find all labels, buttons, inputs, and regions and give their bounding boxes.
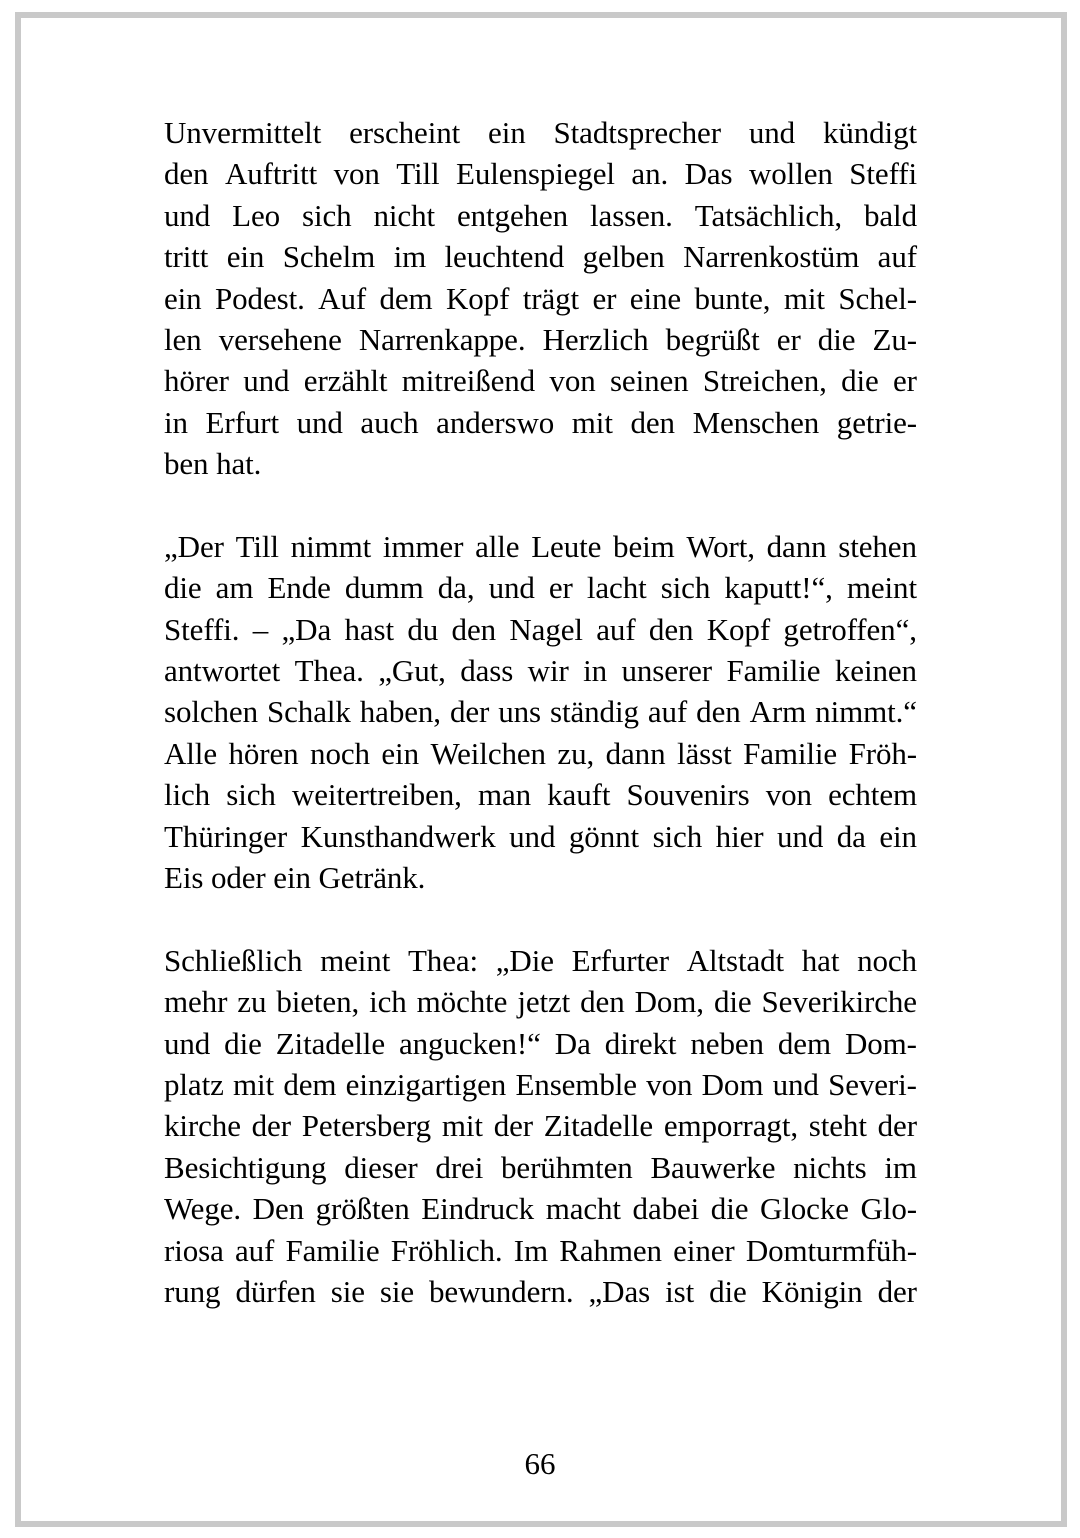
text-line: Wege. Den größten Eindruck macht dabei die Glocke Glo-	[164, 1191, 917, 1227]
text-line: lich sich weitertreiben, man kauft Souvenirs von echtem	[164, 777, 917, 813]
text-line: Besichtigung dieser drei berühmten Bauwerke nichts im	[164, 1149, 917, 1185]
text-line: antwortet Thea. „Gut, dass wir in unserer Familie keinen	[164, 653, 917, 689]
text-line: solchen Schalk haben, der uns ständig auf den Arm nimmt.“	[164, 694, 917, 730]
page-number: 66	[524, 1446, 556, 1481]
text-line: riosa auf Familie Fröhlich. Im Rahmen einer Domturmfüh-	[164, 1232, 917, 1268]
text-line: len versehene Narrenkappe. Herzlich begrüßt er die Zu-	[164, 321, 917, 357]
text-line: rung dürfen sie sie bewundern. „Das ist die Königin der	[164, 1273, 917, 1309]
text-line: mehr zu bieten, ich möchte jetzt den Dom, die Severikirche	[164, 984, 917, 1020]
paragraph	[164, 526, 917, 899]
text-line: Thüringer Kunsthandwerk und gönnt sich hier und da ein	[164, 818, 917, 854]
text-line: hörer und erzählt mitreißend von seinen Streichen, die er	[164, 363, 917, 399]
text-line: in Erfurt und auch anderswo mit den Menschen getrie-	[164, 404, 917, 440]
text-line: ben hat.	[164, 446, 262, 482]
text-line: den Auftritt von Till Eulenspiegel an. Das wollen Steffi	[164, 156, 917, 192]
text-line: und die Zitadelle angucken!“ Da direkt neben dem Dom-	[164, 1025, 917, 1061]
text-line: die am Ende dumm da, und er lacht sich kaputt!“, meint	[164, 570, 917, 606]
text-line: ein Podest. Auf dem Kopf trägt er eine bunte, mit Schel-	[164, 280, 917, 316]
text-block	[164, 112, 917, 1312]
text-line: Schließlich meint Thea: „Die Erfurter Altstadt hat noch	[164, 942, 917, 978]
text-line: und Leo sich nicht entgehen lassen. Tatsächlich, bald	[164, 197, 917, 233]
paragraph	[164, 940, 917, 1313]
paragraph	[164, 112, 917, 485]
text-line: platz mit dem einzigartigen Ensemble von Dom und Severi-	[164, 1066, 917, 1102]
text-line: tritt ein Schelm im leuchtend gelben Narrenkostüm auf	[164, 239, 917, 275]
text-line: Steffi. – „Da hast du den Nagel auf den Kopf getroffen“,	[164, 611, 917, 647]
text-line: kirche der Petersberg mit der Zitadelle emporragt, steht der	[164, 1108, 917, 1144]
text-line: „Der Till nimmt immer alle Leute beim Wort, dann stehen	[164, 528, 917, 564]
text-line: Alle hören noch ein Weilchen zu, dann lässt Familie Fröh-	[164, 735, 917, 771]
text-line: Eis oder ein Getränk.	[164, 860, 426, 896]
text-line: Unvermittelt erscheint ein Stadtsprecher und kündigt	[164, 115, 917, 150]
